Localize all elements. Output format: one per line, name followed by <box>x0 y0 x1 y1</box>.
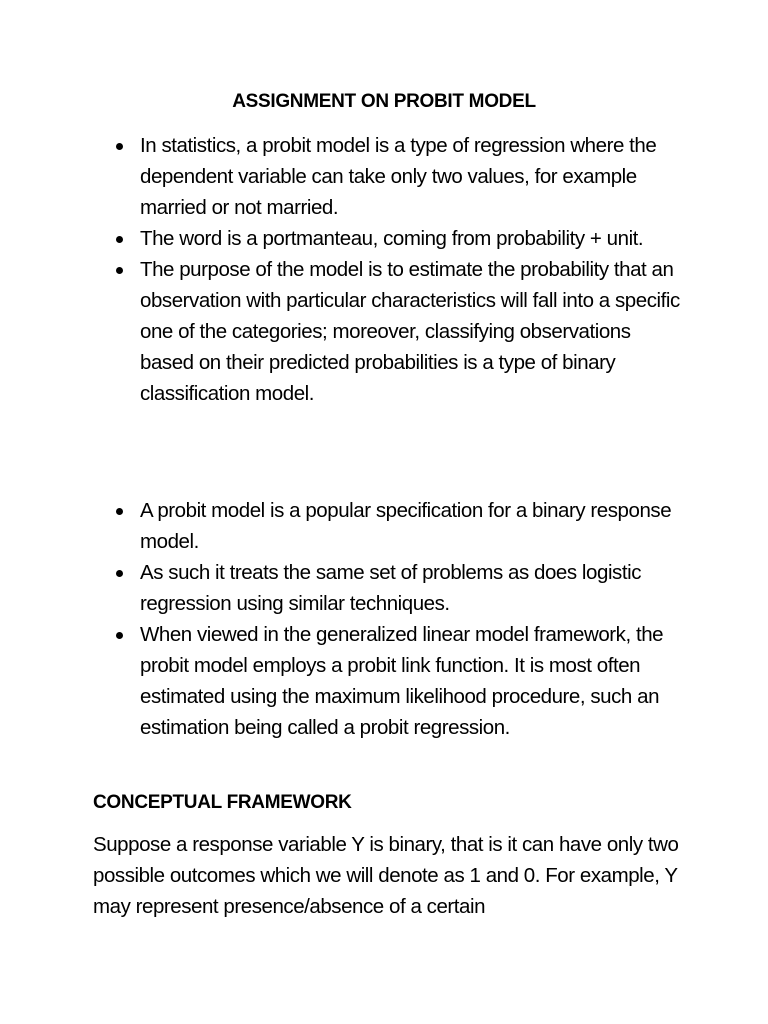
section-heading: CONCEPTUAL FRAMEWORK <box>93 792 352 813</box>
bullet-text: The word is a portmanteau, coming from probability + unit. <box>140 227 644 250</box>
bullet-text: A probit model is a popular specification for a binary response model. <box>140 499 672 553</box>
bullet-text: The purpose of the model is to estimate the probability that an observation with particular characteristics will fall into a specific one of the categories; moreover, classifying observations based on their predicted probabilities is a type of binary classification model. <box>140 258 680 405</box>
bullet-text: As such it treats the same set of problems as does logistic regression using similar techniques. <box>140 561 641 615</box>
bullet-icon <box>116 632 123 639</box>
bullet-text: In statistics, a probit model is a type of regression where the dependent variable can take only two values, for example married or not married. <box>140 134 657 219</box>
list-item <box>0 130 680 223</box>
bullet-icon <box>116 143 123 150</box>
bullet-icon <box>116 267 123 274</box>
list-item <box>0 254 680 409</box>
bullet-text: When viewed in the generalized linear model framework, the probit model employs a probit link function. It is most often estimated using the maximum likelihood procedure, such an estimation being called a probit regression. <box>140 623 664 739</box>
bullet-icon <box>116 236 123 243</box>
bullet-icon <box>116 570 123 577</box>
document-title: ASSIGNMENT ON PROBIT MODEL <box>232 91 536 112</box>
list-item <box>0 495 680 557</box>
bullet-list-details <box>0 495 768 743</box>
list-item <box>0 557 680 619</box>
bullet-icon <box>116 508 123 515</box>
list-item <box>0 223 680 254</box>
section-paragraph: Suppose a response variable Y is binary, that is it can have only two possible outcomes which we will denote as 1 and 0. For example, Y may represent presence/absence of a certain <box>93 833 679 918</box>
list-item <box>0 619 680 743</box>
bullet-list-intro <box>0 130 768 409</box>
